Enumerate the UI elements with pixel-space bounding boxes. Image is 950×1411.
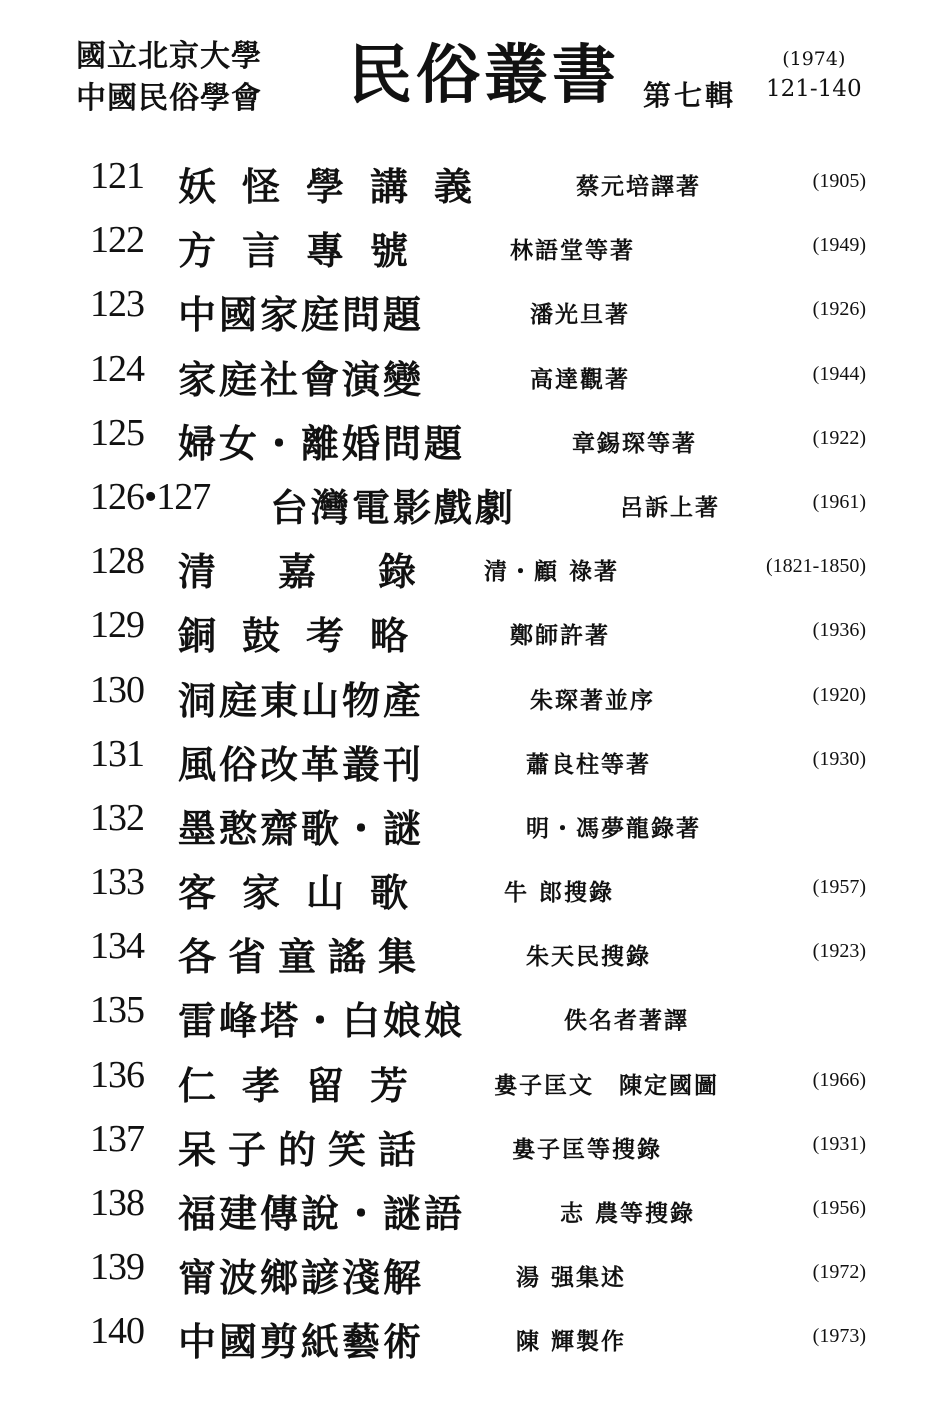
list-item: [80, 1051, 880, 1115]
list-item: [80, 1243, 880, 1307]
book-title: 各省童謠集: [178, 934, 429, 980]
book-author: 湯 强集述: [516, 1264, 627, 1292]
volume-label: 第七輯: [643, 79, 737, 112]
book-author: 清・顧 祿著: [484, 558, 620, 586]
list-item: [80, 730, 880, 794]
list-item: [80, 280, 880, 344]
book-title: 家庭社會演變: [178, 356, 425, 402]
book-title: 清嘉錄: [178, 549, 479, 595]
book-number: 121: [90, 155, 144, 197]
book-author: 陳 輝製作: [516, 1328, 627, 1356]
book-year: (1944): [812, 362, 866, 385]
book-author: 林語堂等著: [510, 237, 635, 265]
list-item: [80, 794, 880, 858]
org-line-1: 國立北京大學: [76, 39, 262, 74]
book-number: 131: [90, 732, 144, 775]
book-year: (1936): [812, 619, 866, 642]
book-number: 129: [90, 604, 144, 647]
book-year: (1931): [812, 1132, 866, 1155]
book-year: (1905): [812, 170, 866, 192]
book-year: (1920): [812, 683, 866, 706]
book-year: (1957): [812, 876, 866, 899]
list-item: [80, 1307, 880, 1371]
book-number: 135: [90, 989, 144, 1032]
book-title: 仁孝留芳: [178, 1062, 435, 1108]
book-author: 蔡元培譯著: [576, 173, 701, 200]
book-number: 128: [90, 540, 144, 583]
book-author: 志 農等搜錄: [560, 1200, 696, 1227]
book-author: 潘光旦著: [530, 301, 630, 329]
book-number: 122: [90, 219, 144, 262]
book-year: (1956): [812, 1197, 866, 1219]
book-title: 婦女・離婚問題: [178, 420, 466, 466]
book-title: 中國剪紙藝術: [178, 1319, 425, 1365]
series-title: 民俗叢書: [348, 38, 620, 113]
list-item: [80, 473, 880, 537]
book-number: 125: [90, 411, 144, 454]
list-item: [80, 601, 880, 665]
book-year: (1923): [812, 940, 866, 963]
book-author: 章錫琛等著: [572, 429, 697, 457]
book-number: 126•127: [90, 475, 211, 518]
book-number: 130: [90, 668, 144, 711]
book-author: 朱天民搜錄: [526, 943, 651, 971]
book-number: 124: [90, 347, 144, 390]
list-item: [80, 345, 880, 409]
list-item: [80, 409, 880, 473]
book-year: (1930): [812, 747, 866, 770]
list-item: [80, 1115, 880, 1179]
list-item: [80, 152, 880, 216]
book-year: (1973): [812, 1325, 866, 1348]
book-title: 妖怪學講義: [178, 164, 499, 209]
book-title: 雷峰塔・白娘娘: [178, 998, 466, 1044]
volume-year-range: [766, 44, 862, 104]
book-author: 牛 郎搜錄: [504, 879, 615, 907]
book-number: 140: [90, 1310, 144, 1353]
book-number: 123: [90, 283, 144, 326]
book-year: (1926): [812, 298, 866, 321]
book-year: (1972): [812, 1261, 866, 1284]
list-item: [80, 922, 880, 986]
book-author: 婁子匡等搜錄: [512, 1135, 662, 1163]
book-title: 風俗改革叢刊: [178, 741, 425, 787]
book-author: 蕭良柱等著: [526, 750, 651, 778]
book-title: 客家山歌: [178, 870, 435, 916]
page-header: [76, 36, 876, 126]
list-item: [80, 1179, 880, 1243]
list-item: [80, 537, 880, 601]
book-number: 134: [90, 925, 144, 968]
volume-range: 121-140: [766, 76, 862, 102]
list-item: [80, 216, 880, 280]
book-number: 138: [90, 1182, 144, 1224]
book-number: 132: [90, 796, 144, 839]
book-title: 洞庭東山物產: [178, 677, 425, 723]
book-title: 墨憨齋歌・謎: [178, 805, 425, 851]
book-title: 方言專號: [178, 228, 435, 274]
list-item: [80, 986, 880, 1050]
list-item: [80, 666, 880, 730]
book-author: 鄭師許著: [510, 622, 610, 650]
book-author: 明・馮夢龍錄著: [526, 814, 701, 842]
publisher-names: [76, 36, 262, 120]
book-number: 137: [90, 1117, 144, 1160]
org-line-2: 中國民俗學會: [76, 81, 262, 116]
volume-year: (1974): [782, 48, 846, 70]
book-title: 甯波鄉諺淺解: [178, 1255, 425, 1301]
book-year: (1966): [812, 1068, 866, 1091]
book-title: 銅鼓考略: [178, 613, 435, 659]
book-year: (1922): [812, 426, 866, 449]
book-title: 台灣電影戲劇: [270, 484, 517, 530]
book-list: [80, 152, 880, 1372]
book-year: (1961): [812, 490, 866, 513]
book-number: 133: [90, 861, 144, 904]
book-year: (1821-1850): [766, 555, 866, 578]
book-year: (1949): [812, 234, 866, 257]
book-number: 136: [90, 1053, 144, 1096]
book-author: 高達觀著: [530, 365, 630, 393]
list-item: [80, 858, 880, 922]
book-title: 福建傳說・謎語: [178, 1191, 466, 1236]
book-author: 呂訴上著: [620, 493, 720, 521]
book-author: 佚名者著譯: [564, 1007, 689, 1035]
book-title: 呆子的笑話: [178, 1126, 429, 1172]
book-title: 中國家庭問題: [178, 292, 425, 338]
book-author: 朱琛著並序: [530, 686, 655, 714]
book-author: 婁子匡文 陳定國圖: [494, 1071, 719, 1099]
book-number: 139: [90, 1246, 144, 1289]
